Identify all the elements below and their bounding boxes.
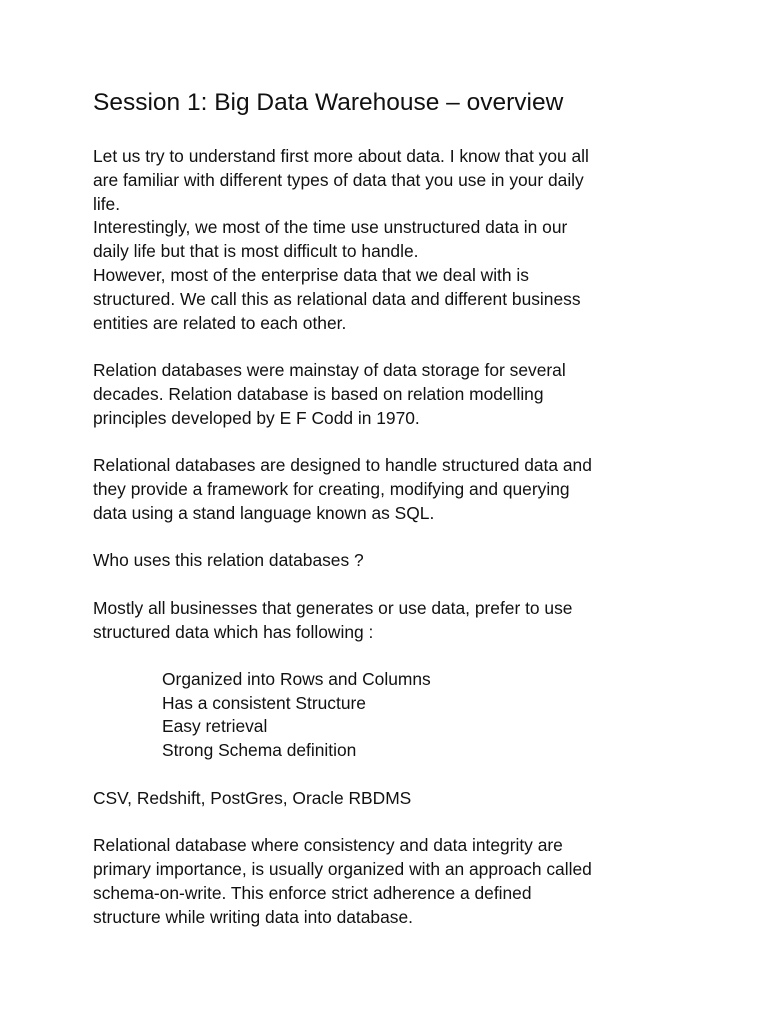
feature-item: Organized into Rows and Columns [162,669,431,689]
paragraph-3-line: they provide a framework for creating, modifying and querying [93,479,570,499]
feature-item: Easy retrieval [162,716,268,736]
paragraph-1-line: life. [93,194,121,214]
paragraph-5-line: structure while writing data into database. [93,907,413,927]
paragraph-1-line: However, most of the enterprise data that we deal with is [93,265,529,285]
page-title: Session 1: Big Data Warehouse – overview [93,89,564,116]
paragraph-1-line: daily life but that is most difficult to handle. [93,241,419,261]
feature-item: Has a consistent Structure [162,693,366,713]
examples-line: CSV, Redshift, PostGres, Oracle RBDMS [93,788,412,808]
paragraph-1-line: entities are related to each other. [93,313,347,333]
paragraph-1-line: Let us try to understand first more about data. I know that you all [93,146,589,166]
paragraph-1-line: Interestingly, we most of the time use unstructured data in our [93,217,568,237]
paragraph-1-line: structured. We call this as relational data and different business [93,289,581,309]
paragraph-4-line: structured data which has following : [93,622,374,642]
paragraph-3-line: Relational databases are designed to handle structured data and [93,455,592,475]
paragraph-5-line: schema-on-write. This enforce strict adherence a defined [93,883,532,903]
question-line: Who uses this relation databases ? [93,550,364,570]
paragraph-5-line: Relational database where consistency and data integrity are [93,835,563,855]
paragraph-4-line: Mostly all businesses that generates or use data, prefer to use [93,598,573,618]
feature-item: Strong Schema definition [162,740,357,760]
paragraph-2-line: Relation databases were mainstay of data storage for several [93,360,566,380]
paragraph-5-line: primary importance, is usually organized with an approach called [93,859,592,879]
paragraph-2-line: principles developed by E F Codd in 1970. [93,408,420,428]
paragraph-1-line: are familiar with different types of data that you use in your daily [93,170,584,190]
paragraph-3-line: data using a stand language known as SQL. [93,503,435,523]
paragraph-2-line: decades. Relation database is based on relation modelling [93,384,544,404]
